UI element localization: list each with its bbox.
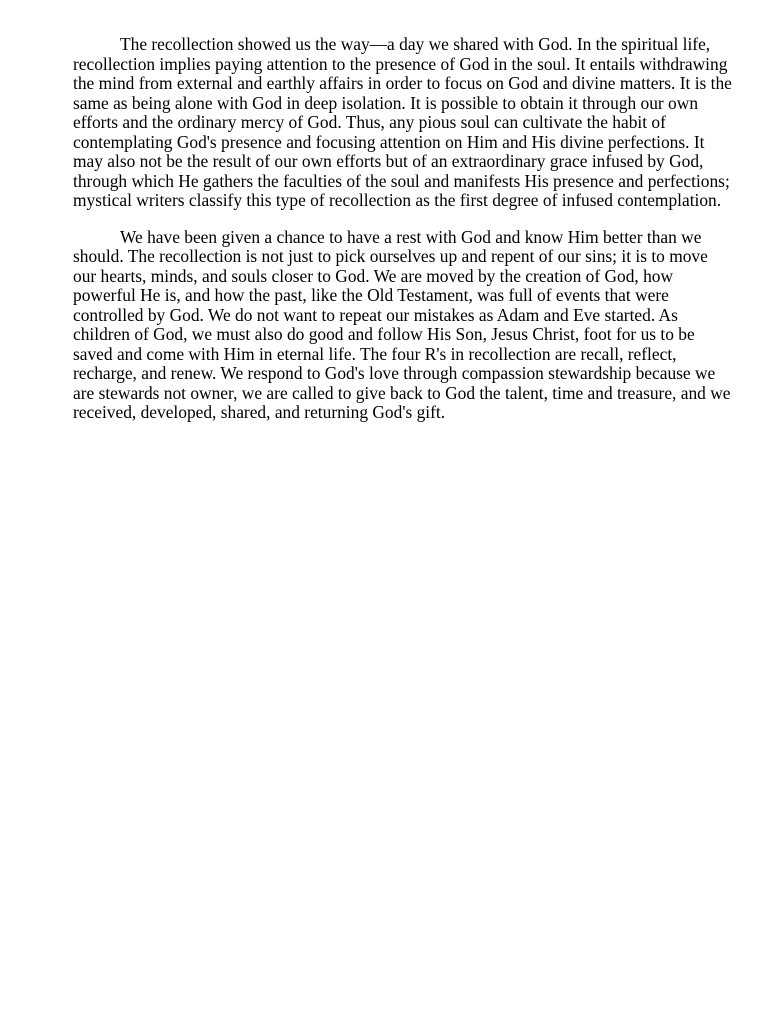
paragraph-recollection-definition: The recollection showed us the way—a day we shared with God. In the spiritual life, recollection implies paying attention to the presence of God in the soul. It entails withdrawing the mind from external and earthly affairs in order to focus on God and divine matters. It is the same as being alone with God in deep isolation. It is possible to obtain it through our own efforts and the ordinary mercy of God. Thus, any pious soul can cultivate the habit of contemplating God's presence and focusing attention on Him and His divine perfections. It may also not be the result of our own efforts but of an extraordinary grace infused by God, through which He gathers the faculties of the soul and manifests His presence and perfections; mystical writers classify this type of recollection as the first degree of infused contemplation. (73, 34, 732, 210)
paragraph-rest-with-god: We have been given a chance to have a rest with God and know Him better than we should. The recollection is not just to pick ourselves up and repent of our sins; it is to move our hearts, minds, and souls closer to God. We are moved by the creation of God, how powerful He is, and how the past, like the Old Testament, was full of events that were controlled by God. We do not want to repeat our mistakes as Adam and Eve started. As children of God, we must also do good and follow His Son, Jesus Christ, foot for us to be saved and come with Him in eternal life. The four R's in recollection are recall, reflect, recharge, and renew. We respond to God's love through compassion stewardship because we are stewards not owner, we are called to give back to God the talent, time and treasure, and we received, developed, shared, and returning God's gift. (73, 226, 731, 422)
document-body (73, 35, 735, 440)
